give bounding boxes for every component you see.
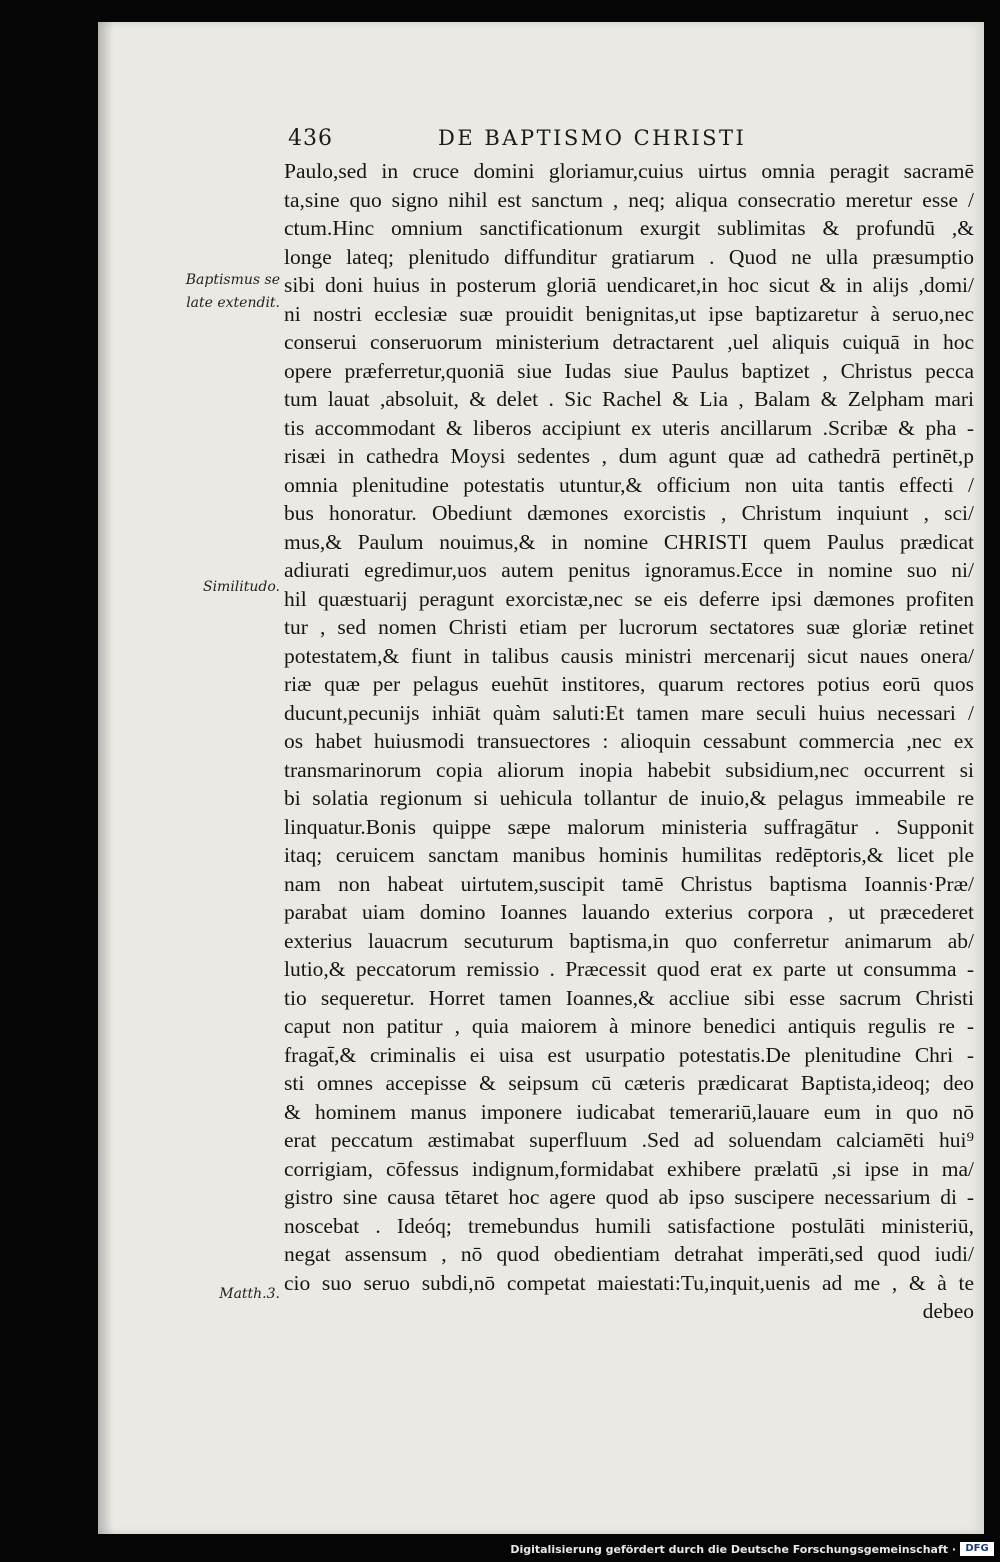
funding-notice: Digitalisierung gefördert durch die Deutsche Forschungsgemeinschaft ·	[510, 1543, 956, 1556]
margin-note-similitudo: Similitudo.	[202, 579, 280, 595]
running-head	[98, 126, 984, 160]
text-line: linquatur.Bonis quippe sæpe malorum ministeria suffragātur . Supponit	[284, 814, 974, 839]
text-line: itaq; ceruicem sanctam manibus hominis humilitas redēptoris,& licet ple	[284, 843, 974, 867]
text-line: riæ quæ per pelagus euehūt institores, quarum rectores potius eorū quos	[284, 672, 974, 696]
text-line: bus honoratur. Obediunt dæmones exorcistis , Christum inquiunt , sci/	[284, 501, 974, 525]
running-title: DE BAPTISMO CHRISTI	[438, 126, 747, 150]
text-line: exterius lauacrum secuturum baptisma,in quo conferretur animarum ab/	[284, 928, 974, 953]
text-line: tis accommodant & liberos accipiunt ex uteris ancillarum .Scribæ & pha -	[284, 415, 974, 440]
text-line: adiurati egredimur,uos autem penitus ignoramus.Ecce in nomine suo ni/	[284, 558, 974, 582]
text-line: tum lauat ,absoluit, & delet . Sic Rachel & Lia , Balam & Zelpham mari	[284, 387, 974, 411]
text-line: & hominem manus imponere iudicabat temerariū,lauare eum in quo nō	[284, 1099, 974, 1124]
text-line: noscebat . Ideóq; tremebundus humili satisfactione postulāti ministeriū,	[284, 1213, 974, 1238]
margin-note-late-extendit: late extendit.	[186, 295, 280, 311]
text-line: ni nostri ecclesiæ suæ prouidit benignitas,ut ipse baptizaretur à seruo,nec	[284, 301, 974, 326]
text-line: opere præferretur,quoniā siue Iudas siue Paulus baptizet , Christus pecca	[284, 358, 974, 383]
text-line: sibi doni huius in posterum gloriā uendicaret,in hoc sicut & in alijs ,domi/	[284, 273, 974, 297]
text-line: conserui conseruorum ministerium detractarent ,uel aliquis cuiquā in hoc	[284, 330, 974, 354]
text-line: cio suo seruo subdi,nō competat maiestati:Tu,inquit,uenis ad me , & à te	[284, 1270, 974, 1295]
text-line: ducunt,pecunijs inhiāt quàm saluti:Et tamen mare seculi huius necessari /	[284, 700, 974, 725]
text-line: potestatem,& fiunt in talibus causis ministri mercenarij sicut naues onera/	[284, 643, 974, 668]
text-line: corrigiam, cōfessus indignum,formidabat exhibere prælatū ,si ipse in ma/	[284, 1156, 974, 1181]
text-line: longe lateq; plenitudo diffunditur gratiarum . Quod ne ulla præsumptio	[284, 244, 974, 269]
text-line: erat peccatum æstimabat superfluum .Sed ad soluendam calciamēti hui⁹	[284, 1128, 974, 1152]
text-line: tur , sed nomen Christi etiam per lucrorum sectatores suæ gloriæ retinet	[284, 615, 974, 639]
text-line: negat assensum , nō quod obedientiam detrahat imperāti,sed quod iudi/	[284, 1242, 974, 1266]
text-line: Paulo,sed in cruce domini gloriamur,cuius uirtus omnia peragit sacramē	[284, 159, 974, 183]
text-line: sti omnes accepisse & seipsum cū cæteris prædicarat Baptista,ideoq; deo	[284, 1071, 974, 1095]
text-line: fragat̄,& criminalis ei uisa est usurpatio potestatis.De plenitudine Chri -	[284, 1042, 974, 1067]
text-line: risæi in cathedra Moysi sedentes , dum agunt quæ ad cathedrā pertinēt,p	[284, 444, 974, 468]
text-line: transmarinorum copia aliorum inopia habebit subsidium,nec occurrent si	[284, 757, 974, 782]
text-line: hil quæstuarij peragunt exorcistæ,nec se eis deferre ipsi dæmones profiten	[284, 586, 974, 611]
text-line: os habet huiusmodi transuectores : alioquin cessabunt commercia ,nec ex	[284, 729, 974, 753]
margin-note-baptismus: Baptismus se	[185, 272, 280, 288]
book-page	[98, 22, 984, 1534]
text-line: nam non habeat uirtutem,suscipit tamē Christus baptisma Ioannis·Præ/	[284, 871, 974, 896]
page-number: 436	[288, 126, 333, 151]
dfg-logo: DFG	[960, 1542, 994, 1556]
text-line: debeo	[922, 1299, 974, 1323]
text-line: caput non patitur , quia maiorem à minore benedici antiquis regulis re -	[284, 1014, 974, 1038]
text-line: gistro sine causa tētaret hoc agere quod ab ipso suscipere necessarium di -	[284, 1185, 974, 1209]
page-gutter-shadow	[98, 22, 114, 1534]
text-line: ctum.Hinc omnium sanctificationum exurgit sublimitas & profundū ,&	[284, 216, 974, 240]
body-text	[284, 157, 974, 1326]
margin-note-matth: Matth.3.	[219, 1286, 280, 1302]
text-line: tio sequeretur. Horret tamen Ioannes,& accliue sibi esse sacrum Christi	[284, 985, 974, 1010]
text-line: omnia plenitudine potestatis utuntur,& officium non uita tantis effecti /	[284, 472, 974, 497]
text-line: bi solatia regionum si uehicula tollantur de inuio,& pelagus immeabile re	[284, 786, 974, 810]
text-line: mus,& Paulum nouimus,& in nomine CHRISTI quem Paulus prædicat	[284, 529, 974, 554]
footer-bar	[0, 1540, 1000, 1562]
text-line: parabat uiam domino Ioannes lauando exterius corpora , ut præcederet	[284, 900, 974, 924]
text-line: lutio,& peccatorum remissio . Præcessit quod erat ex parte ut consumma -	[284, 957, 974, 981]
text-line: ta,sine quo signo nihil est sanctum , neq; aliqua consecratio meretur esse /	[284, 187, 974, 212]
